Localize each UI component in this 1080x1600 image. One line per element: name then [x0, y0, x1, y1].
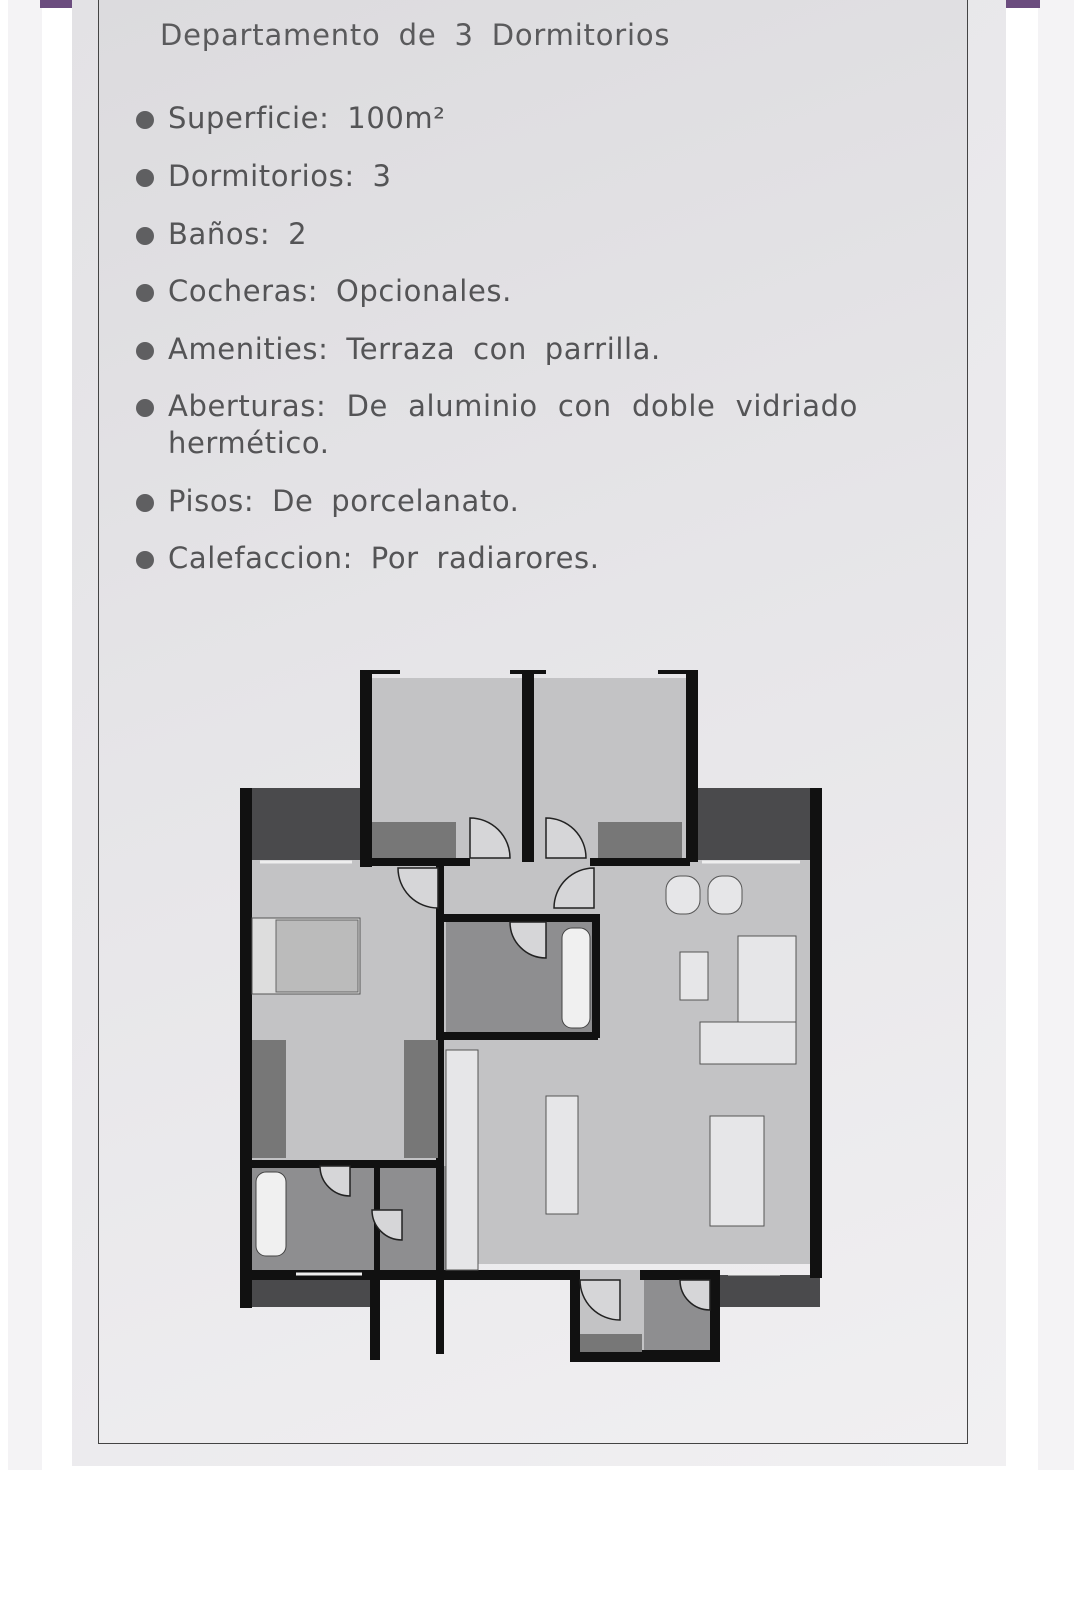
spec-text [168, 158, 858, 195]
spec-value: 3 [372, 159, 392, 193]
accent-bar-left [40, 0, 74, 8]
balcony-right [696, 788, 820, 860]
spec-label: Pisos: [168, 484, 255, 518]
left-margin-strip [8, 0, 42, 1470]
spec-value: 100m² [347, 101, 446, 135]
bullet-icon [136, 227, 154, 245]
spec-label: Baños: [168, 217, 271, 251]
spec-label: Calefaccion: [168, 541, 353, 575]
balcony-left [240, 788, 360, 860]
spec-label: Dormitorios: [168, 159, 355, 193]
spec-text [168, 216, 858, 253]
bullet-icon [136, 494, 154, 512]
floor-plan [240, 670, 840, 1390]
right-margin-strip [1038, 0, 1074, 1470]
spec-text [168, 388, 858, 462]
spec-value: De porcelanato. [272, 484, 520, 518]
bullet-icon [136, 342, 154, 360]
balcony-bottom-right [714, 1275, 820, 1307]
spec-value: 2 [288, 217, 308, 251]
bullet-icon [136, 551, 154, 569]
spec-text [168, 273, 858, 310]
spec-value: Por radiarores. [370, 541, 600, 575]
spec-value: De aluminio con doble vidriado hermético. [168, 389, 858, 460]
dining-table [710, 1116, 764, 1226]
spec-value: Opcionales. [335, 274, 512, 308]
bed [252, 918, 360, 994]
accent-bar-right [1006, 0, 1040, 8]
spec-label: Aberturas: [168, 389, 327, 423]
bullet-icon [136, 399, 154, 417]
spec-label: Superficie: [168, 101, 330, 135]
spec-text [168, 483, 858, 520]
spec-value: Terraza con parrilla. [346, 332, 661, 366]
spec-text [168, 331, 858, 368]
bullet-icon [136, 169, 154, 187]
spec-label: Amenities: [168, 332, 329, 366]
spec-label: Cocheras: [168, 274, 319, 308]
bullet-icon [136, 284, 154, 302]
spec-text [168, 540, 858, 577]
page-title: Departamento de 3 Dormitorios [160, 18, 671, 52]
bullet-icon [136, 111, 154, 129]
spec-text [168, 100, 858, 137]
